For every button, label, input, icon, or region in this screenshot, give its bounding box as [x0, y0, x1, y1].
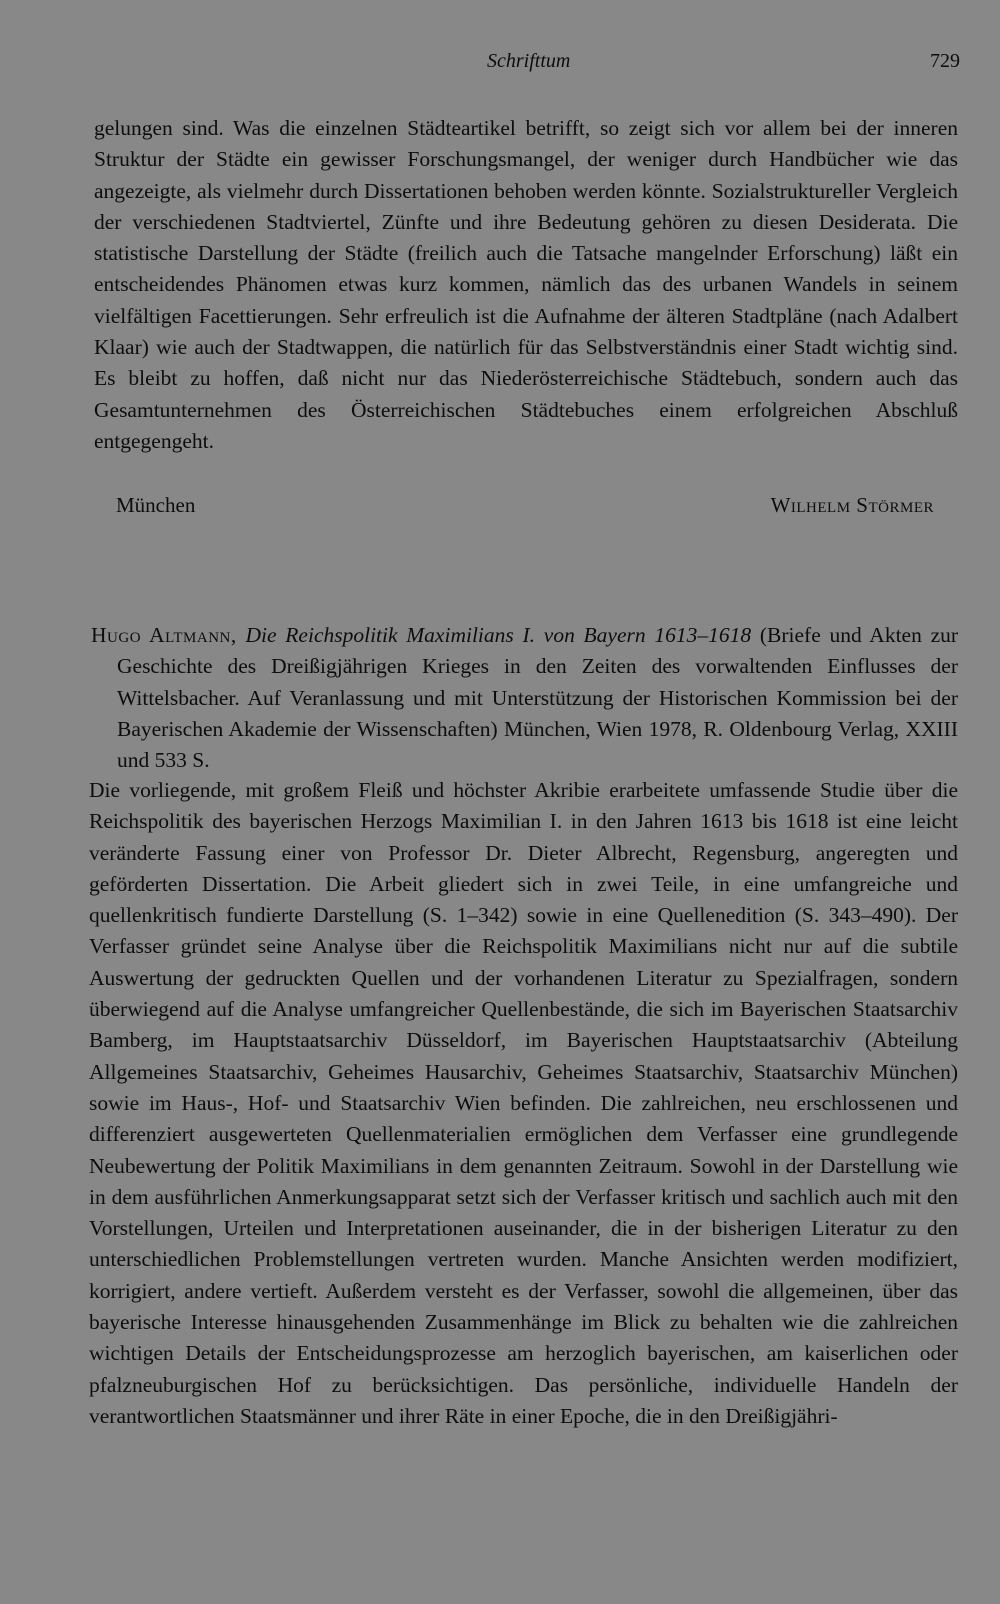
review-signature [94, 493, 934, 525]
book-details: (Briefe und Akten zur Geschichte des Dreißigjährigen Krieges in den Zeiten des vorwaltenden Einflusses der Wittelsbacher. Auf Veranlassung und mit Unterstützung der Historischen Kommission bei der Bayerischen Akademie der Wissenschaften) München, Wien 1978, R. Oldenbourg Verlag, XXIII und 533 S. [117, 623, 959, 773]
book-author: Hugo Altmann, [91, 623, 237, 647]
running-title: Schrifttum [487, 50, 571, 72]
review-continuation-paragraph: gelungen sind. Was die einzelnen Städteartikel betrifft, so zeigt sich vor allem bei der inneren Struktur der Städte ein gewisser Forschungsmangel, der weniger durch Handbücher wie das angezeigte, als vielmehr durch Dissertationen behoben werden könnte. Sozialstruktureller Vergleich der verschiedenen Stadtviertel, Zünfte und ihre Bedeutung gehören zu diesen Desiderata. Die statistische Darstellung der Städte (freilich auch die Tatsache mangelnder Erforschung) läßt ein entscheidendes Phänomen etwas kurz kommen, nämlich das des urbanen Wandels in seinem vielfältigen Facettierungen. Sehr erfreulich ist die Aufnahme der älteren Stadtpläne (nach Adalbert Klaar) wie auch der Stadtwappen, die natürlich für das Selbstverständnis einer Stadt wichtig sind. Es bleibt zu hoffen, daß nicht nur das Niederösterreichische Städtebuch, sondern auch das Gesamtunternehmen des Österreichischen Städtebuches einem erfolgreichen Abschluß entgegengeht. [94, 116, 958, 453]
review-body-paragraph: Die vorliegende, mit großem Fleiß und höchster Akribie erarbeitete umfassende Studie über die Reichspolitik des bayerischen Herzogs Maximilian I. in den Jahren 1613 bis 1618 ist eine leicht veränderte Fassung einer von Professor Dr. Dieter Albrecht, Regensburg, angeregten und geförderten Dissertation. Die Arbeit gliedert sich in zwei Teile, in eine umfangreiche und quellenkritisch fundierte Darstellung (S. 1–342) sowie in eine Quellenedition (S. 343–490). Der Verfasser gründet seine Analyse über die Reichspolitik Maximilians nicht nur auf die subtile Auswertung der gedruckten Quellen und der vorhandenen Literatur zu Spezialfragen, sondern überwiegend auf die Analyse umfangreicher Quellenbestände, die sich im Bayerischen Staatsarchiv Bamberg, im Hauptstaatsarchiv Düsseldorf, im Bayerischen Hauptstaatsarchiv (Abteilung Allgemeines Staatsarchiv, Geheimes Hausarchiv, Geheimes Staatsarchiv, Staatsarchiv München) sowie im Haus-, Hof- und Staatsarchiv Wien befinden. Die zahlreichen, neu erschlossenen und differenziert ausgewerteten Quellenmaterialien ermöglichen dem Verfasser eine grundlegende Neubewertung der Politik Maximilians in dem genannten Zeitraum. Sowohl in der Darstellung wie in dem ausführlichen Anmerkungsapparat setzt sich der Verfasser kritisch und sachlich auch mit den Vorstellungen, Urteilen und Interpretationen auseinander, die in der bisherigen Literatur zu den unterschiedlichen Problemstellungen vertreten wurden. Manche Ansichten werden modifiziert, korrigiert, andere vertieft. Außerdem versteht es der Verfasser, sowohl die allgemeinen, über das bayerische Interesse hinausgehenden Zusammenhänge im Blick zu behalten wie die zahlreichen wichtigen Details der Entscheidungsprozesse am herzoglich bayerischen, am kaiserlichen oder pfalzneuburgischen Hof zu berücksichtigen. Das persönliche, individuelle Handeln der verantwortlichen Staatsmänner und ihrer Räte in einer Epoche, die in den Dreißigjähri- [89, 778, 958, 1428]
book-title: Die Reichspolitik Maximilians I. von Bayern 1613–1618 [245, 623, 752, 647]
page-number: 729 [930, 50, 960, 72]
bibliographic-entry [91, 620, 958, 776]
signature-place: München [116, 493, 196, 517]
running-head [0, 50, 1000, 80]
reviewer-name: Wilhelm Störmer [770, 493, 934, 517]
